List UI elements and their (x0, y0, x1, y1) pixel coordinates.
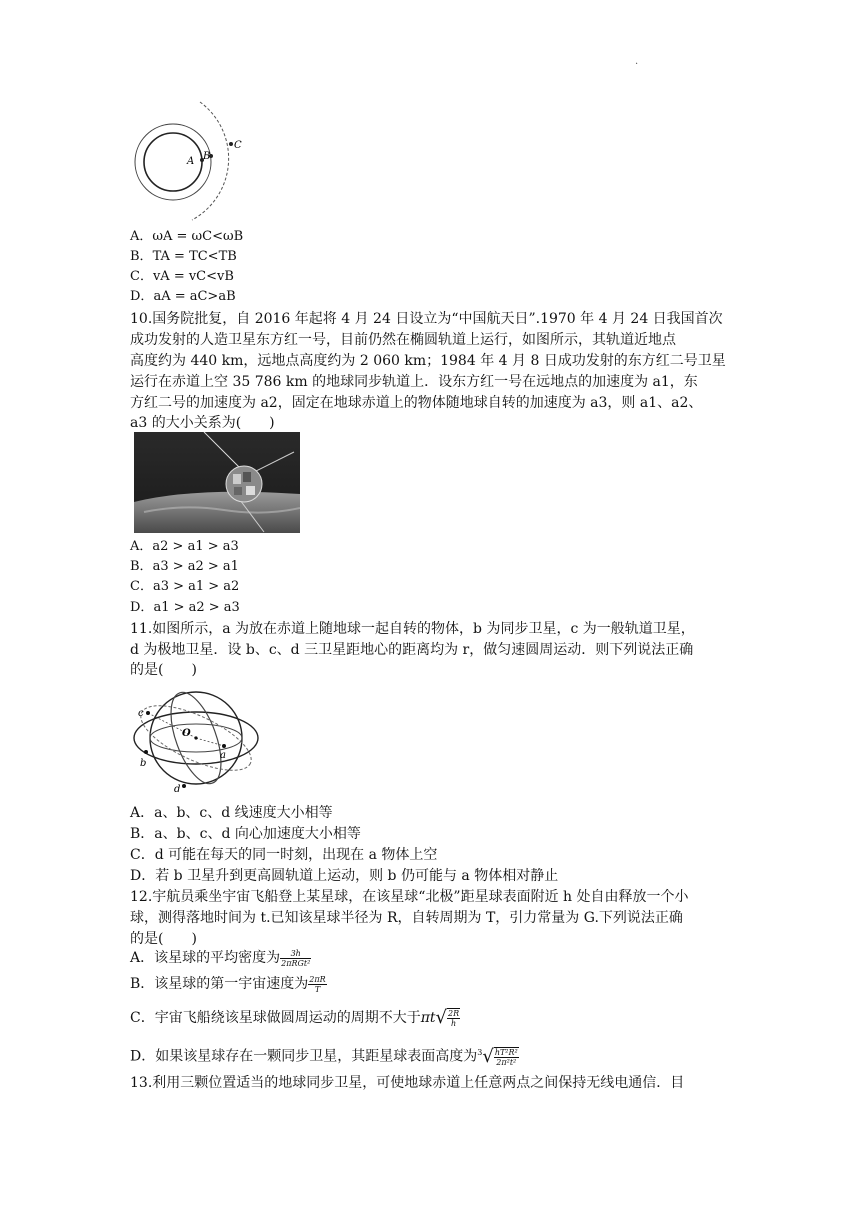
q10-line-5: 方红二号的加速度为 a2，固定在地球赤道上的物体随地球自转的加速度为 a3，则 a1、a2、 (130, 395, 703, 411)
q12-line-3: 的是( ) (130, 931, 197, 947)
label-o: O (182, 728, 191, 739)
label-c: c (138, 708, 144, 719)
label-b: B (203, 151, 211, 162)
q10-line-3: 高度约为 440 km，远地点高度约为 2 060 km；1984 年 4 月 8 日成功发射的东方红二号卫星 (130, 353, 726, 369)
satellite-photo (134, 432, 300, 533)
label-a: a (220, 750, 226, 761)
q12-option-b: B．该星球的第一宇宙速度为 $\frac{2\pi R}{T}$ (130, 974, 326, 994)
globe-figure (128, 680, 260, 798)
q10-option-c: C．a3 > a1 > a2 (130, 579, 240, 594)
q9-option-a: A．ωA = ωC<ωB (130, 229, 244, 244)
q11-option-d: D．若 b 卫星升到更高圆轨道上运动，则 b 仍可能与 a 物体相对静止 (130, 868, 559, 884)
q10-option-d: D．a1 > a2 > a3 (130, 600, 240, 615)
q11-option-a: A．a、b、c、d 线速度大小相等 (130, 805, 333, 821)
q11-option-b: B．a、b、c、d 向心加速度大小相等 (130, 826, 361, 842)
label-b: b (140, 758, 147, 769)
label-c: C (234, 140, 242, 151)
q9-option-c: C．vA = vC<vB (130, 269, 234, 284)
q12-option-d: D．如果该星球存在一颗同步卫星，其距星球表面高度为$^3$√ $\frac{\text{hT²R²}}{\text{2π²t²}}$ (130, 1045, 518, 1067)
q10-line-6: a3 的大小关系为( ) (130, 415, 275, 431)
q12-option-a: A．该星球的平均密度为 $\frac{3h}{\text{2πRGt²}}$ (130, 948, 311, 968)
q10-line-1: 10.国务院批复，自 2016 年起将 4 月 24 日设立为“中国航天日”.1970 年 4 月 24 日我国首次 (130, 311, 723, 327)
q12-option-c: C．宇宙飞船绕该星球做圆周运动的周期不大于πt√ $\frac{2R}{h}$ (130, 1007, 460, 1028)
q10-line-4: 运行在赤道上空 35 786 km 的地球同步轨道上．设东方红一号在远地点的加速度为 a1，东 (130, 374, 698, 390)
q9-option-b: B．TA = TC<TB (130, 249, 237, 264)
orbit-figure (128, 100, 248, 225)
q11-option-c: C．d 可能在每天的同一时刻，出现在 a 物体上空 (130, 847, 438, 863)
q11-line-1: 11.如图所示，a 为放在赤道上随地球一起自转的物体，b 为同步卫星，c 为一般轨道卫星， (130, 621, 695, 637)
q10-option-b: B．a3 > a2 > a1 (130, 559, 239, 574)
q11-line-2: d 为极地卫星．设 b、c、d 三卫星距地心的距离均为 r，做匀速圆周运动．则下列说法正确 (130, 642, 694, 658)
q10-option-a: A．a2 > a1 > a3 (130, 539, 239, 554)
q11-line-3: 的是( ) (130, 662, 197, 678)
q13-line-1: 13.利用三颗位置适当的地球同步卫星，可使地球赤道上任意两点之间保持无线电通信．目 (130, 1075, 685, 1091)
q12-line-2: 球，测得落地时间为 t.已知该星球半径为 R，自转周期为 T，引力常量为 G.下列说法正确 (130, 910, 683, 926)
q10-line-2: 成功发射的人造卫星东方红一号，目前仍然在椭圆轨道上运行，如图所示，其轨道近地点 (130, 332, 676, 348)
header-dot: . (635, 56, 639, 67)
label-a: A (187, 156, 195, 167)
label-d: d (174, 784, 181, 795)
q12-line-1: 12.宇航员乘坐宇宙飞船登上某星球，在该星球“北极”距星球表面附近 h 处自由释放一个小 (130, 889, 689, 905)
q9-option-d: D．aA = aC>aB (130, 289, 236, 304)
